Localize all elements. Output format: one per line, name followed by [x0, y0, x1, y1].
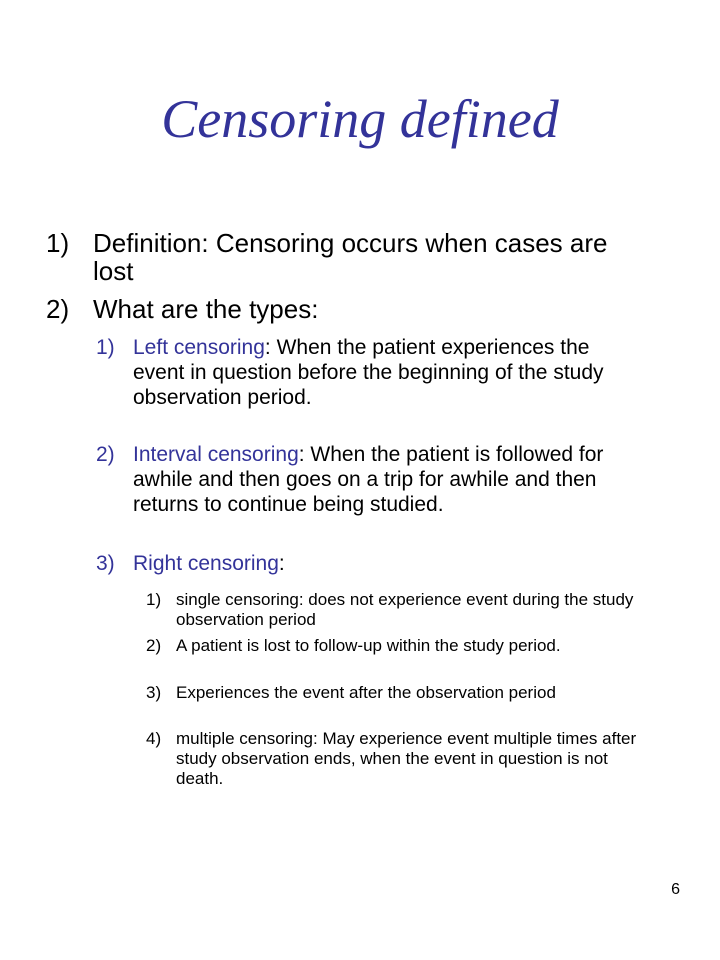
list-item-text: A patient is lost to follow-up within the study period.: [176, 636, 561, 655]
page-number: 6: [671, 881, 680, 898]
list-item-number: 3): [146, 683, 162, 702]
list-item-number: 2): [146, 636, 162, 655]
term-left-censoring: Left censoring: [133, 336, 265, 359]
term-description: : When the patient experiences the event in question before the beginning of the study observation period.: [133, 336, 604, 409]
list-item-number: 2): [96, 443, 115, 466]
list-item-number: 3): [96, 552, 115, 575]
list-item-text: multiple censoring: May experience event multiple times after study observation ends, when the event in question is not death.: [176, 729, 637, 788]
list-item-text: single censoring: does not experience event during the study observation period: [176, 590, 634, 629]
list-item-number: 2): [46, 294, 70, 324]
term-description: :: [278, 552, 285, 575]
list-item-text: Experiences the event after the observation period: [176, 683, 556, 702]
list-item-number: 1): [46, 228, 70, 258]
term-interval-censoring: Interval censoring: [133, 443, 299, 466]
list-item-number: 1): [96, 336, 115, 359]
list-item-text: Definition: Censoring occurs when cases are lost: [93, 228, 608, 286]
list-item-text: [133, 442, 633, 517]
list-item-number: 4): [146, 729, 162, 748]
list-item-number: 1): [146, 590, 162, 609]
term-description: : When the patient is followed for awhile and then goes on a trip for awhile and then returns to continue being studied.: [133, 443, 604, 516]
list-item-text: [133, 551, 633, 576]
term-right-censoring: Right censoring: [133, 552, 279, 575]
list-item-text: [133, 335, 633, 410]
list-item-text: What are the types:: [93, 294, 319, 324]
slide-title: Censoring defined: [161, 89, 559, 149]
